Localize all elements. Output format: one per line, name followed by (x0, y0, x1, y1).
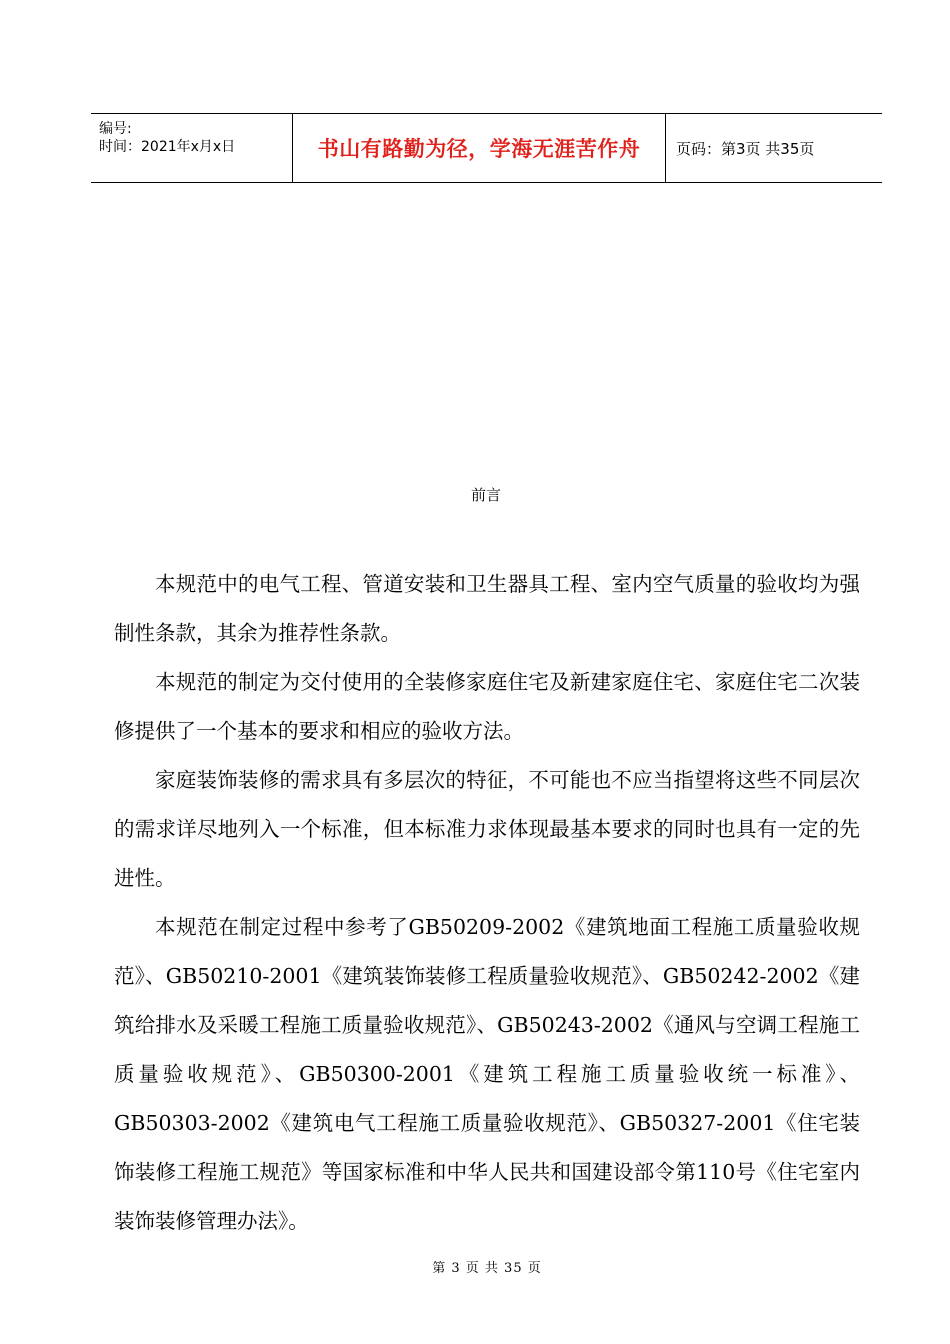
body-text (114, 560, 860, 1246)
date-label: 时间：2021年x月x日 (99, 139, 236, 155)
paragraph: 家庭装饰装修的需求具有多层次的特征，不可能也不应当指望将这些不同层次的需求详尽地列入一个标准，但本标准力求体现最基本要求的同时也具有一定的先进性。 (114, 768, 860, 890)
document-header (91, 113, 882, 183)
paragraph: 本规范在制定过程中参考了GB50209-2002《建筑地面工程施工质量验收规范》、GB50210-2001《建筑装饰装修工程质量验收规范》、GB50242-2002《建筑给排水及采暖工程施工质量验收规范》、GB50243-2002《通风与空调工程施工质量验收规范》、GB50300-2001《建筑工程施工质量验收统一标准》、GB50303-2002《建筑电气工程施工质量验收规范》、GB50327-2001《住宅装饰装修工程施工规范》等国家标准和中华人民共和国建设部令第110号《住宅室内装饰装修管理办法》。 (114, 915, 860, 1233)
page-footer: 第 3 页 共 35 页 (432, 1261, 542, 1276)
header-meta-cell (91, 114, 293, 182)
paragraph: 本规范的制定为交付使用的全装修家庭住宅及新建家庭住宅、家庭住宅二次装修提供了一个基本的要求和相应的验收方法。 (114, 670, 860, 743)
section-title: 前言 (470, 486, 501, 504)
header-motto-cell (293, 114, 666, 182)
motto-text: 书山有路勤为径，学海无涯苦作舟 (317, 137, 641, 161)
page-number-label: 页码：第3页 共35页 (676, 139, 815, 158)
header-page-cell (666, 114, 882, 182)
paragraph: 本规范中的电气工程、管道安装和卫生器具工程、室内空气质量的验收均为强制性条款，其余为推荐性条款。 (114, 572, 860, 645)
serial-number-label: 编号: (99, 121, 132, 137)
